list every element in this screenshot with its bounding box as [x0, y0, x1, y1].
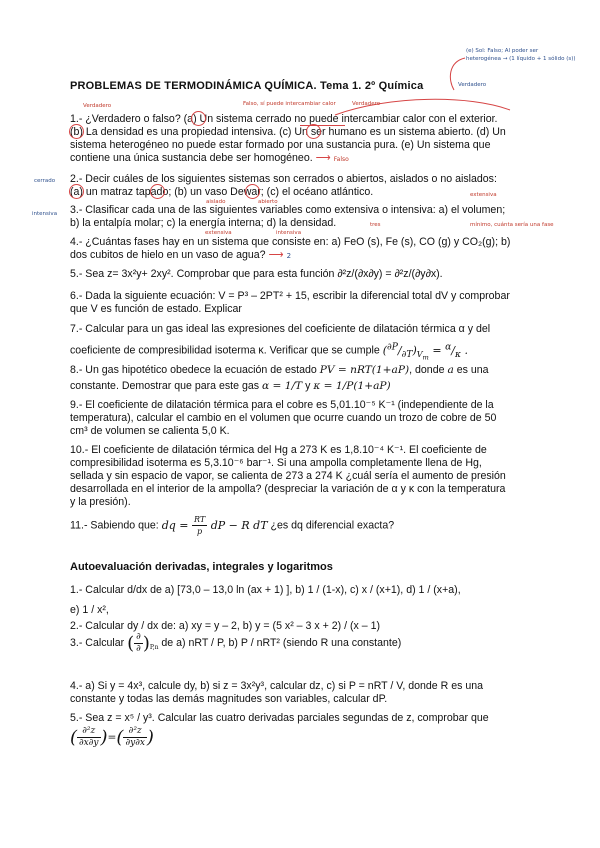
problem-2-line: (a) un matraz tapado; (b) un vaso Dewar; (c) el océano atlántico. — [70, 186, 374, 198]
problem-7-equation: $(^{\partial P}/_{\partial T})_{V_m} = ^\alpha/_\kappa$ . — [382, 341, 468, 362]
annotation-aislado: aislado — [206, 199, 226, 205]
problem-10-line: desarrollada en el interior de la ampolla? (despreciar la variación de α y κ con la temperatura — [70, 483, 506, 495]
self-eval-1-line: e) 1 / x², — [70, 604, 109, 616]
problem-8-line: 8.- Un gas hipotético obedece la ecuación de estado PV = nRT(1+aP), donde a es una — [70, 364, 489, 376]
annotation-extensiva-2: extensiva — [205, 230, 232, 236]
annotation-tres: tres — [370, 222, 381, 228]
annotation-abierto: abierto — [258, 199, 278, 205]
problem-10-line: sellada y sin espacio de vapor, se calienta de 273 a 274 K ¿cuál sería el aumento de presión — [70, 470, 506, 482]
annotation-intensiva: intensiva — [32, 211, 58, 217]
problem-2-line: 2.- Decir cuáles de los siguientes sistemas son cerrados o abiertos, aislados o no aislados: — [70, 173, 497, 185]
annotation-nota4: mínimo, cuánta sería una fase — [470, 222, 554, 228]
self-eval-5 — [70, 712, 540, 749]
problem-7-line: coeficiente de compresibilidad isoterma κ. Verificar que se cumple $(^{\partial P}/_{\partial T})_{V_m} = ^\alpha/_\kappa$ . — [70, 341, 468, 362]
annotation-top-right-2: heterogénea → (1 líquido + 1 sólido (s)) — [466, 56, 576, 62]
self-eval-5-line: 5.- Sea z = x⁵ / y³. Calcular las cuatro derivadas parciales segundas de z, comprobar que — [70, 712, 489, 724]
problem-4-line: 4.- ¿Cuántas fases hay en un sistema que consiste en: a) FeO (s), Fe (s), CO (g) y CO₂(g); b) — [70, 236, 511, 248]
annotation-verdadero-2: Verdadero — [352, 101, 381, 107]
annotation-verdadero-top: Verdadero — [458, 82, 487, 88]
problem-10 — [70, 444, 540, 509]
problem-1-line: 1.- ¿Verdadero o falso? (a) Un sistema cerrado no puede intercambiar calor con el exterior. — [70, 113, 498, 125]
problem-10-line: compresibilidad isoterma es 5,3.10⁻⁶ bar⁻¹. Si una ampolla completamente llena de Hg, — [70, 457, 482, 469]
annotation-circle-2b — [150, 184, 165, 199]
problem-1-line: sistema heterogéneo no puede estar formado por una sustancia pura. (e) Un sistema que — [70, 139, 491, 151]
problem-11-equation: dq = $\frac{RT}{p}$ dP − R dT — [161, 515, 268, 536]
annotation-falso-puede: Falso, sí puede intercambiar calor — [243, 101, 336, 107]
self-eval-3-derivative: ( $\frac{\partial}{\partial}$ )$_{P,n}$ — [127, 632, 159, 654]
problem-9-line: 9.- El coeficiente de dilatación térmica para el cobre es 5,01.10⁻⁵ K⁻¹ (independiente de la — [70, 399, 494, 411]
page-title: PROBLEMAS DE TERMODINÁMICA QUÍMICA. Tema 1. 2º Química — [70, 80, 424, 92]
problem-3-line: b) la entalpía molar; c) la energía interna; d) la densidad. — [70, 217, 337, 229]
self-eval-4-line: 4.- a) Si y = 4x³, calcule dy, b) si z = 3x²y³, calcular dz, c) si P = nRT / V, donde R es una — [70, 680, 484, 692]
problem-10-line: y la presión). — [70, 496, 131, 508]
self-eval-5-equation: ( $\frac{\text{∂²z}}{\partial x\partial y}$ )=( $\frac{\text{∂²z}}{\partial y\partial x}$ ) — [70, 726, 154, 748]
problem-1 — [70, 113, 540, 166]
problem-6-line: 6.- Dada la siguiente ecuación: V = P³ – 2PT² + 15, escribir la diferencial total dV y comprobar — [70, 290, 510, 302]
problem-5: 5.- Sea z= 3x²y+ 2xy². Comprobar que para esta función ∂²z/(∂x∂y) = ∂²z/(∂y∂x). — [70, 268, 443, 280]
annotation-underline — [300, 125, 345, 126]
problem-4-line: dos cubitos de hielo en un vaso de agua? ⟶ 2 — [70, 249, 292, 261]
self-eval-1 — [70, 580, 540, 620]
problem-11: 11.- Sabiendo que: dq = $\frac{RT}{p}$ dP − R dT ¿es dq diferencial exacta? — [70, 515, 395, 536]
annotation-cerrado: cerrado — [34, 178, 56, 184]
self-eval-4-line: constante y todas las demás magnitudes son variables, calcular dP. — [70, 693, 388, 705]
annotation-circle-2a — [69, 184, 84, 199]
problem-1-line: contiene una única sustancia debe ser homogéneo. ⟶ Falso — [70, 152, 349, 164]
annotation-circle-2c — [245, 184, 260, 199]
annotation-circle-c — [306, 124, 321, 139]
annotation-extensiva: extensiva — [470, 192, 497, 198]
problem-4 — [70, 236, 540, 263]
problem-8-line: constante. Demostrar que para este gas α = 1/T y κ = 1/P(1+aP) — [70, 380, 391, 392]
problem-9-line: cm³ de volumen se calienta 5,0 K. — [70, 425, 230, 437]
problem-7 — [70, 321, 540, 366]
problem-10-line: 10.- El coeficiente de dilatación térmica del Hg a 273 K es 1,8.10⁻⁴ K⁻¹. El coeficiente de — [70, 444, 487, 456]
problem-1-line: (b) La densidad es una propiedad intensiva. (c) Un ser humano es un sistema abierto. (d) Un — [70, 126, 506, 138]
self-eval-1-line: 1.- Calcular d/dx de a) [73,0 – 13,0 ln (ax + 1) ], b) 1 / (1-x), c) x / (x+1), d) 1 / (x+a), — [70, 584, 461, 596]
annotation-intensiva-2: intensiva — [276, 230, 302, 236]
problem-9-line: temperatura), calcular el cambio en el volumen que ocurre cuando un trozo de cobre de 50 — [70, 412, 497, 424]
annotation-dos: 2 — [286, 252, 292, 260]
problem-7-line: 7.- Calcular para un gas ideal las expresiones del coeficiente de dilatación térmica α y del — [70, 323, 491, 335]
annotation-top-right-1: (e) Sol: Falso; Al poder ser — [466, 48, 539, 54]
annotation-v-dadero: Verdadero — [83, 103, 112, 109]
self-eval-2: 2.- Calcular dy / dx de: a) xy = y – 2, b) y = (5 x² – 3 x + 2) / (x – 1) — [70, 620, 380, 632]
problem-3-line: 3.- Clasificar cada una de las siguientes variables como extensiva o intensiva: a) el volumen; — [70, 204, 506, 216]
annotation-circle-a — [191, 111, 206, 126]
self-eval-4 — [70, 680, 540, 706]
self-eval-3: 3.- Calcular ( $\frac{\partial}{\partial}$ )$_{P,n}$ de a) nRT / P, b) P / nRT² (siendo R una constante) — [70, 632, 402, 654]
problem-6 — [70, 290, 540, 316]
annotation-falso: Falso — [333, 156, 349, 163]
problem-6-line: que V es función de estado. Explicar — [70, 303, 242, 315]
problem-8 — [70, 362, 540, 394]
section-title: Autoevaluación derivadas, integrales y logaritmos — [70, 561, 333, 573]
problem-9 — [70, 399, 540, 438]
annotation-circle-b — [69, 124, 84, 139]
